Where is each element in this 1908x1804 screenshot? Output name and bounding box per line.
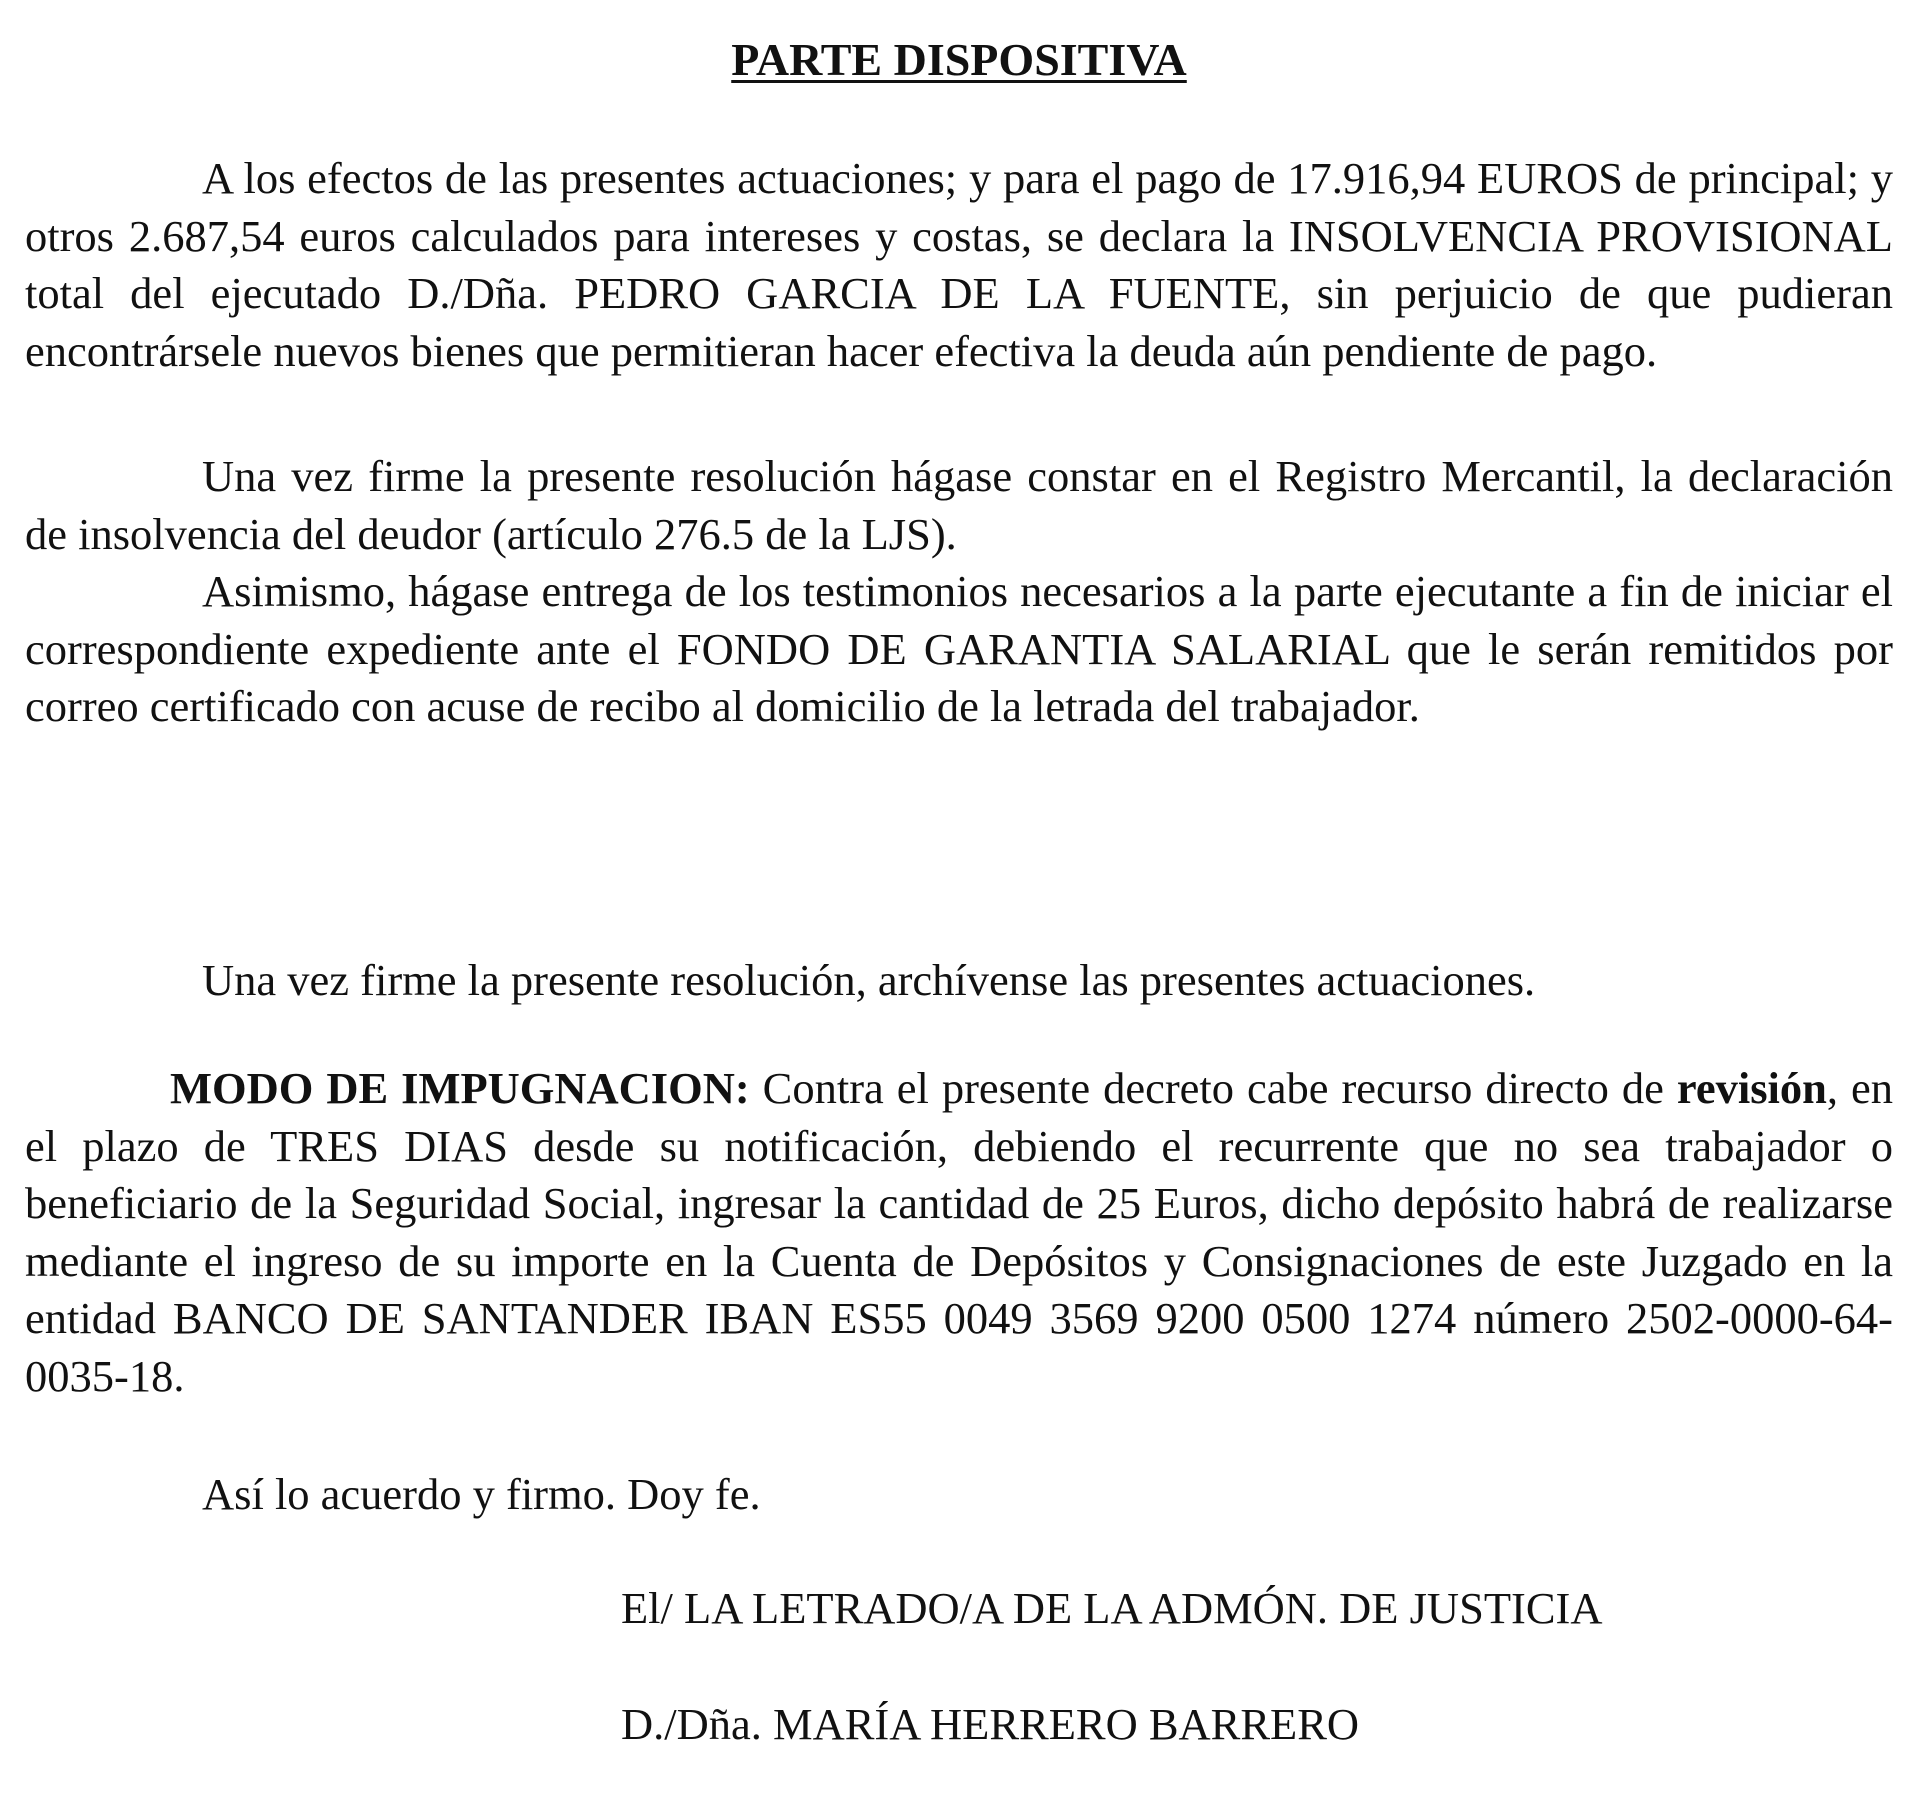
paragraph-fondo-garantia: Asimismo, hágase entrega de los testimonios necesarios a la parte ejecutante a fin de iniciar el correspondiente expediente ante el FONDO DE GARANTIA SALARIAL que le serán remitidos por correo certificado con acuse de recibo al domicilio de la letrada del trabajador. [25,566,1893,731]
impugnacion-heading: MODO DE IMPUGNACION: [170,1063,750,1113]
paragraph-modo-impugnacion [25,1060,1893,1405]
impugnacion-text-end: , en el plazo de TRES DIAS desde su notificación, debiendo el recurrente que no sea trabajador o beneficiario de la Seguridad Social, ingresar la cantidad de 25 Euros, dicho depósito habrá de realizarse mediante el ingreso de su importe en la Cuenta de Depósitos y Consignaciones de este Juzgado en la entidad BANCO DE SANTANDER IBAN ES55 0049 3569 9200 0500 1274 número 2502-0000-64-0035-18. [25,1063,1893,1401]
paragraph-insolvencia: A los efectos de las presentes actuaciones; y para el pago de 17.916,94 EUROS de principal; y otros 2.687,54 euros calculados para intereses y costas, se declara la INSOLVENCIA PROVISIONAL total del ejecutado D./Dña. PEDRO GARCIA DE LA FUENTE, sin perjuicio de que pudieran encontrársele nuevos bienes que permitieran hacer efectiva la deuda aún pendiente de pago. [25,153,1893,376]
document-page [25,0,1893,1804]
signatory-role: El/ LA LETRADO/A DE LA ADMÓN. DE JUSTICIA [621,1583,1603,1633]
paragraph-registro-mercantil: Una vez firme la presente resolución hágase constar en el Registro Mercantil, la declaración de insolvencia del deudor (artículo 276.5 de la LJS). [25,451,1893,559]
paragraph-archivo: Una vez firme la presente resolución, archívense las presentes actuaciones. [202,955,1536,1005]
page-title [25,32,1893,88]
impugnacion-text-start: Contra el presente decreto cabe recurso directo de [749,1063,1677,1113]
signatory-name: D./Dña. MARÍA HERRERO BARRERO [621,1699,1360,1749]
impugnacion-revision-word: revisión [1676,1063,1827,1113]
page-title-text: PARTE DISPOSITIVA [731,34,1187,85]
closing-statement: Así lo acuerdo y firmo. Doy fe. [202,1469,761,1519]
